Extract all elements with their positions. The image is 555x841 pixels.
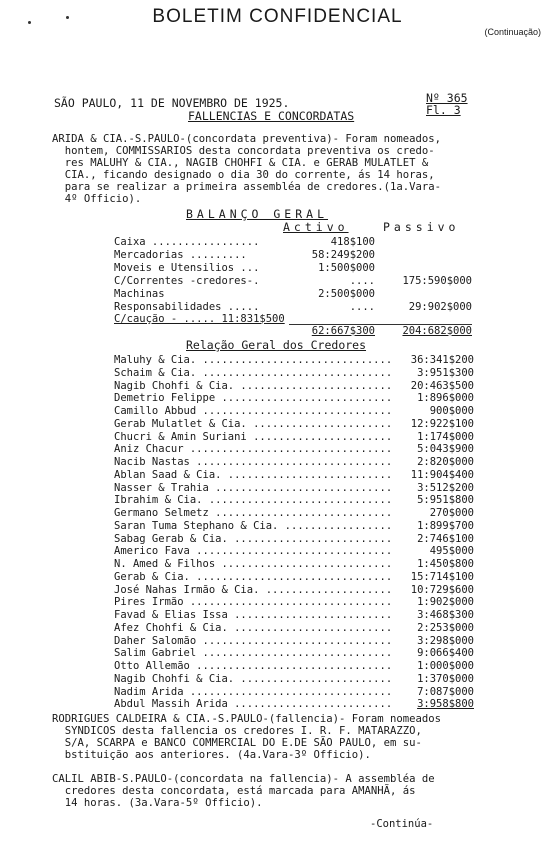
creditor-name: Nasser & Trahia ............................ [114,481,393,494]
activo-header: Activo [283,220,349,234]
balance-row [114,275,534,288]
creditor-row [114,660,474,673]
creditor-amount: 3:951$300 [417,366,474,379]
creditor-row [114,443,474,456]
creditor-name: Maluhy & Cia. .............................. [114,354,393,366]
paragraph-line: SYNDICOS desta fallencia os credores I. R. F. MATARAZZO, [52,725,422,738]
creditor-row [114,380,474,393]
creditor-amount: 10:729$600 [410,583,474,596]
paragraph-line: CALIL ABIB-S.PAULO-(concordata na fallencia)- A assembléa de [52,773,435,785]
creditor-amount: 900$000 [429,405,474,417]
creditor-amount: 3:512$200 [417,481,474,494]
creditor-row [114,571,474,584]
creditor-row [114,686,474,699]
balance-label: Responsabilidades ..... [114,301,260,313]
balance-label: C/caução - ..... 11:831$500 [114,313,285,325]
creditor-amount: 270$000 [429,507,474,519]
creditor-name: Camillo Abbud .............................. [114,405,393,417]
creditor-name: Gerab Mulatlet & Cia. ...................... [114,417,393,430]
paragraph-line: bstituição aos anteriores. (4a.Vara-3º Officio). [52,749,371,762]
creditor-name: Afez Chohfi & Cia. ......................... [114,621,393,634]
creditor-name: Nacib Nastas ............................... [114,456,393,468]
paragraph-rodrigues [52,713,441,761]
creditor-row [114,482,474,495]
creditor-name: Germano Selmetz ............................ [114,507,393,519]
paragraph-arida [52,133,441,206]
balance-label: Machinas [114,288,165,300]
creditor-name: Sabag Gerab & Cia. ......................... [114,532,393,545]
creditor-row [114,698,474,711]
paragraph-line: RODRIGUES CALDEIRA & CIA.-S.PAULO-(fallencia)- Foram nomeados [52,713,442,725]
issue-number: Nº 365 [426,91,468,105]
creditor-amount: 20:463$500 [410,379,474,392]
paragraph-calil [52,773,435,809]
paragraph-line: para se realizar a primeira assembléa de credores.(1a.Vara- [52,181,442,194]
creditor-row [114,392,474,405]
creditor-row [114,507,474,520]
creditor-amount: 1:370$000 [417,672,474,685]
creditor-amount: 3:468$300 [417,609,474,621]
paragraph-line: ARIDA & CIA.-S.PAULO-(concordata preventiva)- Foram nomeados, [52,133,442,145]
continuation-tag: (Continuação) [484,27,541,37]
paragraph-line: hontem, COMMISSARIOS desta concordata preventiva os credo- [52,145,435,158]
creditor-name: Otto Allemão ............................... [114,660,393,672]
activo-value: 1:500$000 [318,262,375,274]
creditor-amount: 1:902$000 [417,596,474,609]
creditor-name: Ablan Saad & Cia. .......................... [114,468,393,481]
balance-label: Mercadorias ......... [114,249,247,261]
creditor-amount: 1:896$000 [417,392,474,405]
creditor-row [114,596,474,609]
creditor-row [114,405,474,418]
page-number-box [426,92,468,116]
creditor-name: Ibrahim & Cia. ............................. [114,494,393,507]
creditor-row [114,533,474,546]
activo-value: 2:500$000 [318,288,375,300]
creditor-row [114,673,474,686]
creditor-amount: 36:341$200 [410,354,474,366]
creditor-amount: 495$000 [429,545,474,558]
activo-value: .... [349,275,375,287]
creditor-name: Demetrio Felippe ........................... [114,392,393,405]
creditor-name: N. Amed & Filhos ........................... [114,558,393,570]
creditor-amount: 15:714$100 [410,570,474,583]
continua-footer: -Continúa- [370,818,434,830]
creditor-name: Gerab & Cia. ............................... [114,570,393,583]
passivo-value: 29:902$000 [408,301,472,313]
creditor-name: Saran Tuma Stephano & Cia. ................. [114,519,393,532]
creditor-row [114,635,474,648]
creditor-amount: 5:043$900 [417,443,474,456]
paragraph-line: CIA., ficando designado o dia 30 do corrente, ás 14 horas, [52,169,435,182]
paragraph-line: 4º Officio). [52,193,142,206]
creditor-row [114,584,474,597]
creditor-amount: 1:450$800 [417,558,474,570]
creditor-row [114,545,474,558]
balance-row [114,288,534,301]
creditor-amount: 1:000$000 [417,660,474,672]
creditor-name: Nagib Chohfi & Cia. ........................ [114,379,393,392]
activo-value: 418$100 [330,236,375,248]
creditor-row [114,558,474,571]
creditor-row [114,647,474,660]
creditor-row [114,609,474,622]
creditor-amount: 9:066$400 [417,647,474,660]
creditor-name: Nagib Chohfi & Cia. ........................ [114,672,393,685]
creditor-name: Favad & Elias Issa ......................... [114,609,393,621]
creditor-amount: 3:298$000 [417,634,474,647]
activo-value: 58:249$200 [311,249,375,261]
creditor-amount: 5:951$800 [417,494,474,507]
paragraph-line: res MALUHY & CIA., NAGIB CHOHFI & CIA. e GERAB MULATLET & [52,157,429,170]
creditor-amount: 1:174$000 [417,430,474,443]
creditor-row [114,431,474,444]
creditor-row [114,494,474,507]
creditor-name: Aniz Chacur ................................ [114,443,393,456]
paragraph-line: credores desta concordata, está marcada para AMANHÃ, ás [52,785,416,798]
balance-row [114,249,534,262]
creditor-row [114,367,474,380]
creditors-title: Relação Geral dos Credores [186,338,367,352]
balance-row [114,262,534,275]
passivo-total: 204:682$000 [372,324,472,337]
creditor-name: Americo Fava ............................... [114,545,393,558]
creditor-row [114,354,474,367]
creditor-amount: 2:820$000 [417,456,474,468]
creditor-amount: 11:904$400 [410,468,474,481]
paragraph-line: S/A, SCARPA e BANCO COMMERCIAL DO E.DE SÃO PAULO, em su- [52,737,422,750]
section-title: FALLENCIAS E CONCORDATAS [188,109,355,123]
balance-row [114,236,534,249]
creditor-name: Salim Gabriel .............................. [114,647,393,660]
creditor-name: Pires Irmão ................................ [114,596,393,609]
creditor-row [114,622,474,635]
balance-label: Moveis e Utensilios ... [114,262,260,274]
creditor-row [114,520,474,533]
creditor-name: Daher Salomão .............................. [114,634,393,647]
passivo-header: Passivo [383,220,460,234]
creditor-amount: 2:253$000 [417,621,474,634]
balance-label: C/Correntes -credores-. [114,275,260,287]
creditor-row [114,456,474,469]
creditor-amount: 2:746$100 [417,532,474,545]
paragraph-line: 14 horas. (3a.Vara-5º Officio). [52,797,263,810]
creditor-row [114,469,474,482]
activo-value: .... [349,301,375,313]
bulletin-title: BOLETIM CONFIDENCIAL [152,6,403,27]
creditor-amount: 1:899$700 [417,519,474,532]
creditor-name: José Nahas Irmão & Cia. .................... [114,583,393,596]
creditor-name: Chucri & Amin Suriani ...................... [114,430,393,443]
dateline: SÃO PAULO, 11 DE NOVEMBRO DE 1925. [54,96,290,110]
creditor-name: Abdul Massih Arida ......................... [114,698,393,711]
creditor-amount: 7:087$000 [417,685,474,698]
creditor-amount: 3:958$800 [417,698,474,711]
balanco-title: BALANÇO GERAL [186,207,329,221]
balance-totals [114,324,534,337]
passivo-value: 175:590$000 [402,275,472,287]
creditor-name: Schaim & Cia. .............................. [114,366,393,379]
creditor-amount: 12:922$100 [410,417,474,430]
creditor-row [114,418,474,431]
sheet-number: Fl. 3 [426,103,461,117]
activo-total: 62:667$300 [289,324,375,337]
creditor-name: Nadim Arida ................................ [114,685,393,698]
balance-label: Caixa ................. [114,236,260,248]
